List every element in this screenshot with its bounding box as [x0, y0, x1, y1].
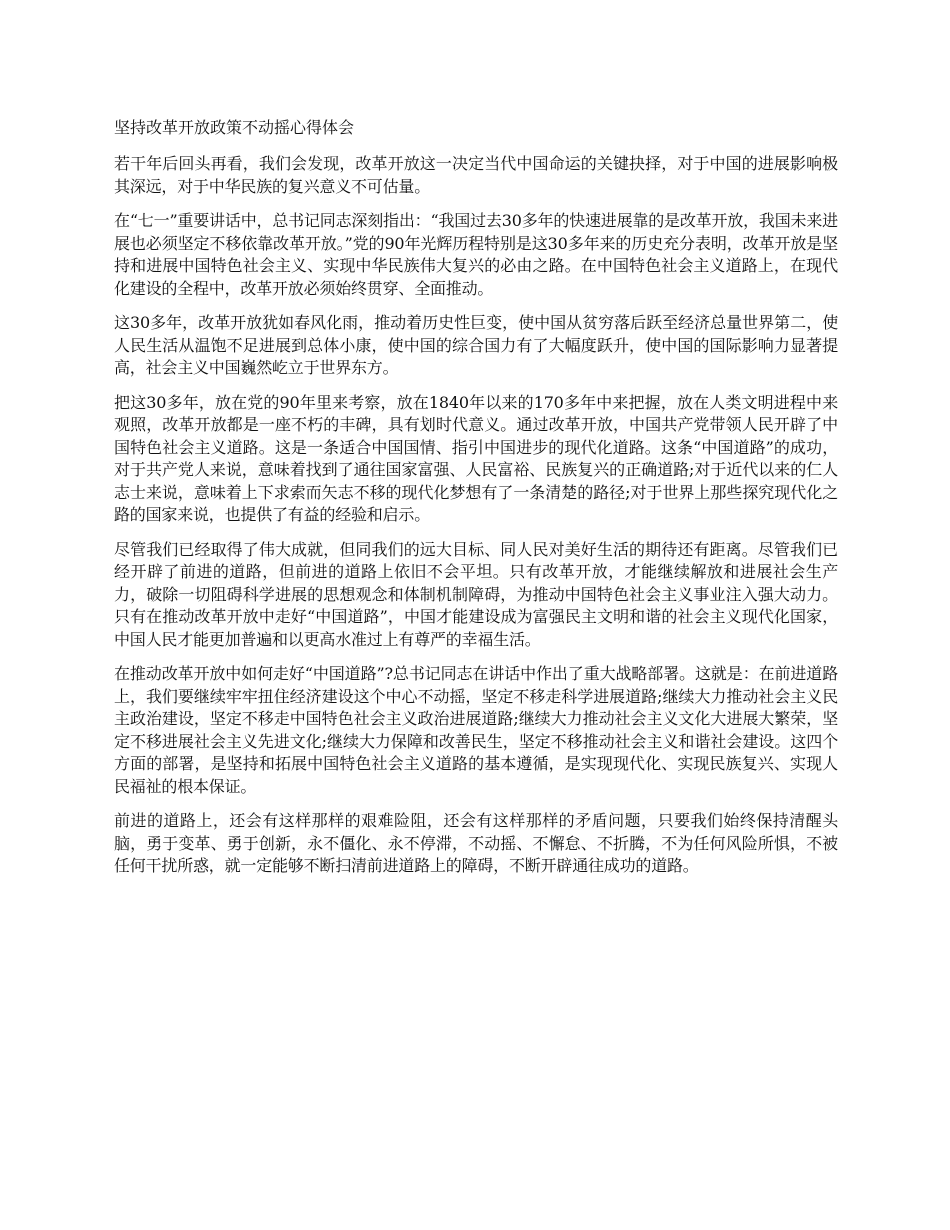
paragraph-7: 前进的道路上，还会有这样那样的艰难险阻，还会有这样那样的矛盾问题，只要我们始终保持清醒头脑，勇于变革、勇于创新，永不僵化、永不停滞，不动摇、不懈怠、不折腾，不为任何风险所惧，不被任何干扰所惑，就一定能够不断扫清前进道路上的障碍，不断开辟通往成功的道路。: [114, 811, 838, 875]
paragraph-4: 把这30多年，放在党的90年里来考察，放在1840年以来的170多年中来把握，放在人类文明进程中来观照，改革开放都是一座不朽的丰碑，具有划时代意义。通过改革开放，中国共产党带领人民开辟了中国特色社会主义道路。这是一条适合中国国情、指引中国进步的现代化道路。这条“中国道路”的成功，对于共产党人来说，意味着找到了通往国家富强、人民富裕、民族复兴的正确道路;对于近代以来的仁人志士来说，意味着上下求索而矢志不移的现代化梦想有了一条清楚的路径;对于世界上那些探究现代化之路的国家来说，也提供了有益的经验和启示。: [114, 392, 838, 524]
paragraph-3: 这30多年，改革开放犹如春风化雨，推动着历史性巨变，使中国从贫穷落后跃至经济总量世界第二，使人民生活从温饱不足进展到总体小康，使中国的综合国力有了大幅度跃升，使中国的国际影响力显著提高，社会主义中国巍然屹立于世界东方。: [114, 313, 838, 377]
paragraph-2: 在“七一”重要讲话中，总书记同志深刻指出：“我国过去30多年的快速进展靠的是改革开放，我国未来进展也必须坚定不移依靠改革开放。”党的90年光辉历程特别是这30多年来的历史充分表明，改革开放是坚持和进展中国特色社会主义、实现中华民族伟大复兴的必由之路。在中国特色社会主义道路上，在现代化建设的全程中，改革开放必须始终贯穿、全面推动。: [114, 211, 838, 298]
paragraph-5: 尽管我们已经取得了伟大成就，但同我们的远大目标、同人民对美好生活的期待还有距离。尽管我们已经开辟了前进的道路，但前进的道路上依旧不会平坦。只有改革开放，才能继续解放和进展社会生产力，破除一切阻碍科学进展的思想观念和体制机制障碍，为推动中国特色社会主义事业注入强大动力。只有在推动改革开放中走好“中国道路”，中国才能建设成为富强民主文明和谐的社会主义现代化国家，中国人民才能更加普遍和以更高水准过上有尊严的幸福生活。: [114, 539, 838, 649]
paragraph-1: 若干年后回头再看，我们会发现，改革开放这一决定当代中国命运的关键抉择，对于中国的进展影响极其深远，对于中华民族的复兴意义不可估量。: [114, 154, 838, 196]
document-page: [114, 117, 838, 890]
paragraph-6: 在推动改革开放中如何走好“中国道路”?总书记同志在讲话中作出了重大战略部署。这就是：在前进道路上，我们要继续牢牢扭住经济建设这个中心不动摇，坚定不移走科学进展道路;继续大力推动社会主义民主政治建设，坚定不移走中国特色社会主义政治进展道路;继续大力推动社会主义文化大进展大繁荣，坚定不移进展社会主义先进文化;继续大力保障和改善民生，坚定不移推动社会主义和谐社会建设。这四个方面的部署，是坚持和拓展中国特色社会主义道路的基本遵循，是实现现代化、实现民族复兴、实现人民福祉的根本保证。: [114, 664, 838, 796]
document-title: 坚持改革开放政策不动摇心得体会: [114, 118, 355, 137]
